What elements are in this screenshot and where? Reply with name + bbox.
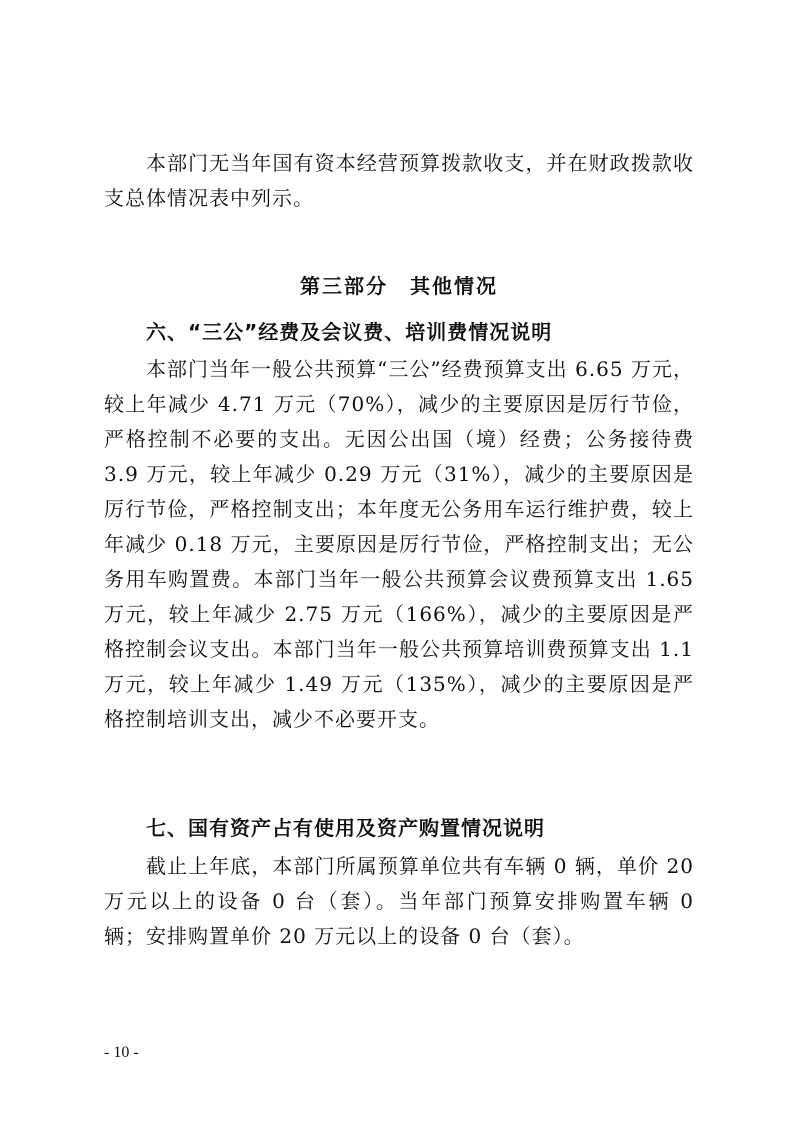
- section-title: 第三部分 其他情况: [300, 274, 498, 298]
- paragraph-state-capital-budget: 本部门无当年国有资本经营预算拨款收支，并在财政拨款收支总体情况表中列示。: [104, 151, 694, 210]
- page-number: - 10 -: [104, 1044, 139, 1061]
- paragraph-state-assets: 截止上年底，本部门所属预算单位共有车辆 0 辆，单价 20 万元以上的设备 0 台（套）。当年部门预算安排购置车辆 0 辆；安排购置单价 20 万元以上的设备 0 台（套）。: [104, 854, 694, 948]
- heading-state-assets: 七、国有资产占有使用及资产购置情况说明: [146, 816, 545, 840]
- paragraph-three-public-expenses: 本部门当年一般公共预算“三公”经费预算支出 6.65 万元，较上年减少 4.71 万元（70%），减少的主要原因是厉行节俭，严格控制不必要的支出。无因公出国（境）经费；公务接待费 3.9 万元，较上年减少 0.29 万元（31%），减少的主要原因是厉行节俭，严格控制支出；本年度无公务用车运行维护费，较上年减少 0.18 万元，主要原因是厉行节俭，严格控制支出；无公务用车购置费。本部门当年一般公共预算会议费预算支出 1.65 万元，较上年减少 2.75 万元（166%），减少的主要原因是严格控制会议支出。本部门当年一般公共预算培训费预算支出 1.1 万元，较上年减少 1.49 万元（135%），减少的主要原因是严格控制培训支出，减少不必要开支。: [104, 357, 694, 731]
- heading-three-public-expenses: 六、“三公”经费及会议费、培训费情况说明: [146, 320, 553, 344]
